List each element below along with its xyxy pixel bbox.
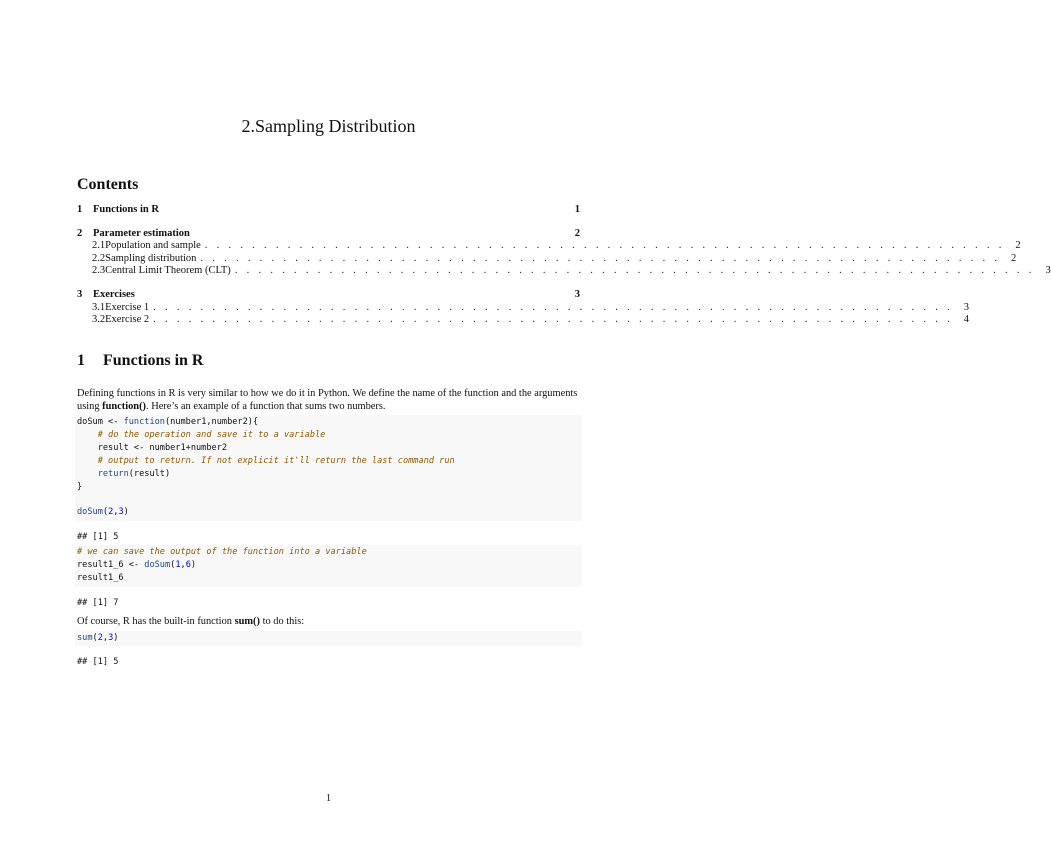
function-call: doSum	[77, 507, 103, 518]
toc-title: Exercise 2	[105, 314, 150, 326]
function-call: sum	[77, 633, 93, 643]
toc-entry-3-1[interactable]	[77, 301, 970, 315]
toc-dot-leader: . . . . . . . . . . . . . . . . . . . . . . . . . . . . . . . . . . . . . . . . . . . . . . . . . . . . . . . . . . . . . . . . . . . .	[204, 240, 1005, 252]
toc-number: 2.1	[92, 240, 106, 252]
document-page	[77, 0, 1051, 848]
toc-entry-1[interactable]	[77, 204, 580, 217]
document-title: 2.Sampling Distribution	[241, 116, 416, 136]
toc-title: Exercises	[93, 288, 135, 300]
code-comment: # output to return. If not explicit it'll return the last command run	[77, 455, 455, 466]
toc-title: Sampling distribution	[105, 252, 197, 264]
toc-dot-leader: . . . . . . . . . . . . . . . . . . . . . . . . . . . . . . . . . . . . . . . . . . . . . . . . . . . . . . . . . . . . . . . . . . . .	[153, 301, 954, 313]
keyword: function	[123, 417, 165, 427]
code-output: ## [1] 5	[77, 532, 119, 542]
toc-title: Central Limit Theorem (CLT)	[105, 265, 231, 277]
number-literal: 6	[185, 559, 191, 570]
intro-paragraph	[77, 387, 580, 413]
keyword: return	[97, 468, 129, 479]
page-number: 1	[325, 793, 332, 804]
toc-number: 3	[77, 288, 83, 300]
table-of-contents	[77, 204, 1051, 327]
toc-page: 3	[1045, 265, 1051, 277]
number-literal: 3	[108, 633, 114, 643]
number-literal: 1	[175, 559, 181, 570]
toc-number: 2.3	[92, 265, 106, 277]
function-call: doSum	[144, 559, 171, 570]
code-output: ## [1] 7	[77, 598, 119, 608]
inline-code-bold: function()	[102, 401, 146, 412]
toc-number: 1	[77, 204, 83, 215]
code-block: sum(2,3)	[75, 631, 582, 646]
code-output: ## [1] 5	[77, 657, 119, 667]
toc-number: 3.1	[92, 301, 106, 313]
toc-page: 1	[574, 204, 580, 215]
toc-page: 2	[1011, 252, 1017, 264]
toc-title: Population and sample	[105, 240, 201, 252]
code-comment: # do the operation and save it to a variable	[77, 429, 326, 440]
section-heading	[77, 352, 203, 370]
toc-page: 3	[963, 301, 970, 313]
toc-title: Exercise 1	[105, 301, 150, 313]
section-title: Functions in R	[103, 352, 204, 369]
toc-entry-2-3[interactable]	[77, 265, 1051, 278]
number-literal: 2	[108, 507, 114, 518]
number-literal: 2	[97, 633, 103, 643]
paragraph-text: Defining functions in R is very similar to how we do it in Python. We define the name of the function and the arguments using	[77, 388, 578, 412]
toc-page: 3	[574, 288, 580, 300]
toc-entry-2-1[interactable]	[77, 240, 1021, 253]
toc-dot-leader: . . . . . . . . . . . . . . . . . . . . . . . . . . . . . . . . . . . . . . . . . . . . . . . . . . . . . . . . . . . . . . . . . . . .	[153, 314, 954, 326]
toc-page: 4	[963, 314, 970, 326]
paragraph-text: . Here’s an example of a function that sums two numbers.	[146, 401, 386, 412]
section-number: 1	[77, 352, 85, 369]
toc-number: 2.2	[92, 252, 106, 264]
toc-entry-3[interactable]	[77, 289, 580, 302]
toc-page: 2	[574, 227, 580, 239]
toc-dot-leader: . . . . . . . . . . . . . . . . . . . . . . . . . . . . . . . . . . . . . . . . . . . . . . . . . . . . . . . . . . . . . . . . . . . .	[200, 252, 1001, 264]
toc-title: Functions in R	[93, 204, 159, 215]
inline-code-bold: sum()	[234, 616, 260, 627]
toc-entry-2[interactable]	[77, 228, 580, 241]
toc-number: 2	[77, 227, 83, 239]
number-literal: 3	[118, 507, 124, 518]
toc-entry-2-2[interactable]	[77, 252, 1017, 266]
code-comment: # we can save the output of the function into a variable	[77, 547, 367, 557]
toc-entry-3-2[interactable]	[77, 314, 970, 327]
contents-heading: Contents	[77, 176, 139, 193]
code-block: doSum <- function(number1,number2){ # do the operation and save it to a variable result <- number1+number2 # output to return. If not explicit it'll return the last command run return(result) } doSum(2,3)	[75, 415, 582, 521]
toc-title: Parameter estimation	[93, 227, 190, 239]
toc-number: 3.2	[92, 314, 106, 326]
toc-page: 2	[1015, 240, 1021, 252]
toc-dot-leader: . . . . . . . . . . . . . . . . . . . . . . . . . . . . . . . . . . . . . . . . . . . . . . . . . . . . . . . . . . . . . . . . . . . .	[234, 265, 1035, 277]
builtin-paragraph: Of course, R has the built-in function sum() to do this:	[77, 616, 305, 627]
code-block: # we can save the output of the function into a variable result1_6 <- doSum(1,6) result1_6	[75, 545, 582, 587]
